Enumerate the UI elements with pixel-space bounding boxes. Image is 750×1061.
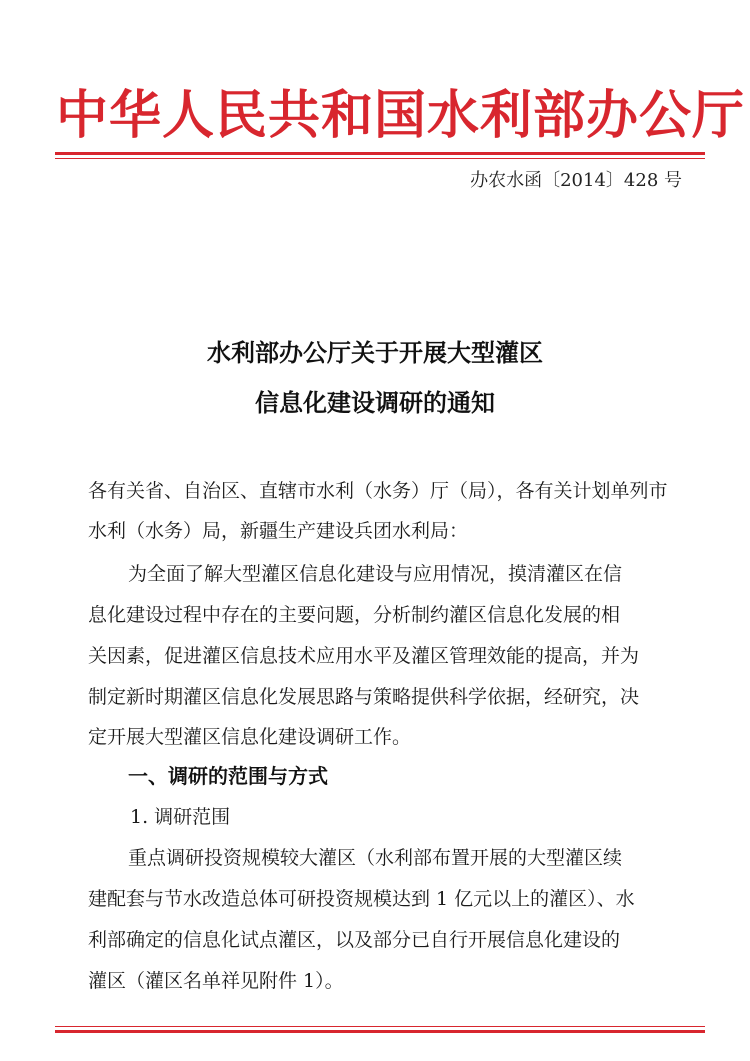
scope-line-1: 重点调研投资规模较大灌区（水利部布置开展的大型灌区续 xyxy=(128,847,623,869)
footer-rule-thin xyxy=(55,1026,705,1027)
subsection-heading: 1. 调研范围 xyxy=(130,806,231,828)
scope-line-2: 建配套与节水改造总体可研投资规模达到 1 亿元以上的灌区）、水 xyxy=(88,888,635,910)
footer-rule-thick xyxy=(55,1030,705,1033)
intro-line-1: 为全面了解大型灌区信息化建设与应用情况，摸清灌区在信 xyxy=(128,563,623,585)
addressee-line-2: 水利（水务）局，新疆生产建设兵团水利局： xyxy=(88,520,469,542)
section-heading: 一、调研的范围与方式 xyxy=(128,764,328,788)
issuer-header: 中华人民共和国水利部办公厅 xyxy=(56,86,746,146)
intro-line-2: 息化建设过程中存在的主要问题，分析制约灌区信息化发展的相 xyxy=(88,604,621,626)
scope-line-3: 利部确定的信息化试点灌区，以及部分已自行开展信息化建设的 xyxy=(88,929,621,951)
addressee-line-1: 各有关省、自治区、直辖市水利（水务）厅（局），各有关计划单列市 xyxy=(88,480,668,502)
document-title-line-1: 水利部办公厅关于开展大型灌区 xyxy=(207,339,543,367)
intro-line-4: 制定新时期灌区信息化发展思路与策略提供科学依据，经研究，决 xyxy=(88,686,640,708)
header-rule-thin xyxy=(55,158,705,159)
intro-line-5: 定开展大型灌区信息化建设调研工作。 xyxy=(88,726,412,748)
document-number: 办农水函〔2014〕428 号 xyxy=(470,170,682,191)
intro-line-3: 关因素，促进灌区信息技术应用水平及灌区管理效能的提高，并为 xyxy=(88,645,640,667)
scope-line-4: 灌区（灌区名单祥见附件 1）。 xyxy=(88,970,344,992)
header-rule-thick xyxy=(55,152,705,155)
document-title-line-2: 信息化建设调研的通知 xyxy=(255,389,495,417)
